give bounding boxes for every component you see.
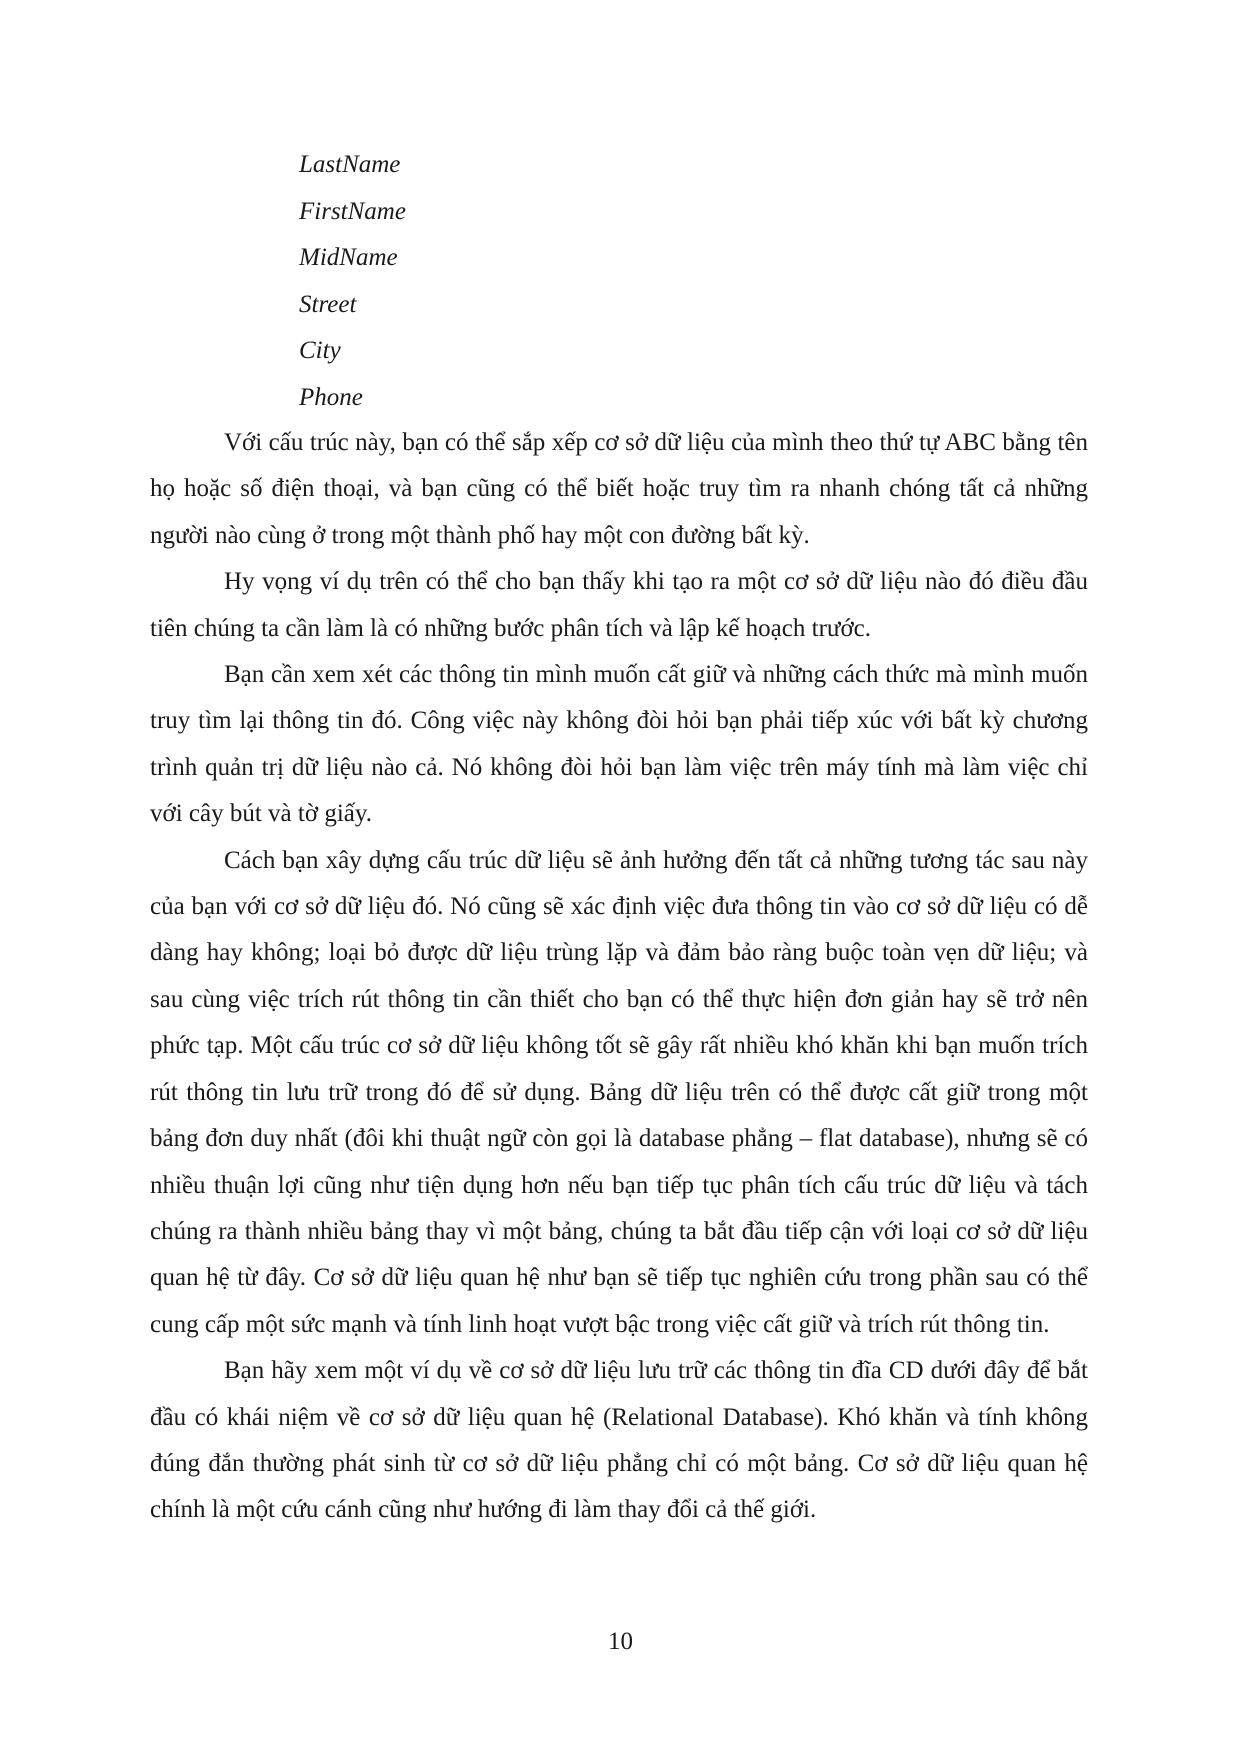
page-number: 10 [608,1628,633,1655]
paragraph: Bạn hãy xem một ví dụ về cơ sở dữ liệu lưu trữ các thông tin đĩa CD dưới đây để bắt đầu có khái niệm về cơ sở dữ liệu quan hệ (Relational Database). Khó khăn và tính không đúng đắn thường phát sinh từ cơ sở dữ liệu phẳng chỉ có một bảng. Cơ sở dữ liệu quan hệ chính là một cứu cánh cũng như hướng đi làm thay đổi cả thế giới. [150,1357,1088,1524]
field-name-item: Street [299,290,357,318]
paragraph: Với cấu trúc này, bạn có thể sắp xếp cơ sở dữ liệu của mình theo thứ tự ABC bằng tên họ hoặc số điện thoại, và bạn cũng có thể biết hoặc truy tìm ra nhanh chóng tất cả những người nào cùng ở trong một thành phố hay một con đường bất kỳ. [150,429,1088,549]
body-text [150,420,1088,1534]
paragraph: Cách bạn xây dựng cấu trúc dữ liệu sẽ ảnh hưởng đến tất cả những tương tác sau này của bạn với cơ sở dữ liệu đó. Nó cũng sẽ xác định việc đưa thông tin vào cơ sở dữ liệu có dễ dàng hay không; loại bỏ được dữ liệu trùng lặp và đảm bảo ràng buộc toàn vẹn dữ liệu; và sau cùng việc trích rút thông tin cần thiết cho bạn có thể thực hiện đơn giản hay sẽ trở nên phức tạp. Một cấu trúc cơ sở dữ liệu không tốt sẽ gây rất nhiều khó khăn khi bạn muốn trích rút thông tin lưu trữ trong đó để sử dụng. Bảng dữ liệu trên có thể được cất giữ trong một bảng đơn duy nhất (đôi khi thuật ngữ còn gọi là database phẳng – flat database), nhưng sẽ có nhiều thuận lợi cũng như tiện dụng hơn nếu bạn tiếp tục phân tích cấu trúc dữ liệu và tách chúng ra thành nhiều bảng thay vì một bảng, chúng ta bắt đầu tiếp cận với loại cơ sở dữ liệu quan hệ từ đây. Cơ sở dữ liệu quan hệ như bạn sẽ tiếp tục nghiên cứu trong phần sau có thể cung cấp một sức mạnh và tính linh hoạt vượt bậc trong việc cất giữ và trích rút thông tin. [150,846,1088,1338]
field-name-item: Phone [299,383,363,411]
field-name-item: LastName [299,151,401,178]
field-name-item: City [299,337,341,364]
field-name-list [299,142,406,421]
field-name-item: FirstName [299,197,406,225]
paragraph: Hy vọng ví dụ trên có thể cho bạn thấy khi tạo ra một cơ sở dữ liệu nào đó điều đầu tiên chúng ta cần làm là có những bước phân tích và lập kế hoạch trước. [150,568,1088,642]
field-name-item: MidName [299,244,398,271]
paragraph: Bạn cần xem xét các thông tin mình muốn cất giữ và những cách thức mà mình muốn truy tìm lại thông tin đó. Công việc này không đòi hỏi bạn phải tiếp xúc với bất kỳ chương trình quản trị dữ liệu nào cả. Nó không đòi hỏi bạn làm việc trên máy tính mà làm việc chỉ với cây bút và tờ giấy. [150,661,1088,828]
